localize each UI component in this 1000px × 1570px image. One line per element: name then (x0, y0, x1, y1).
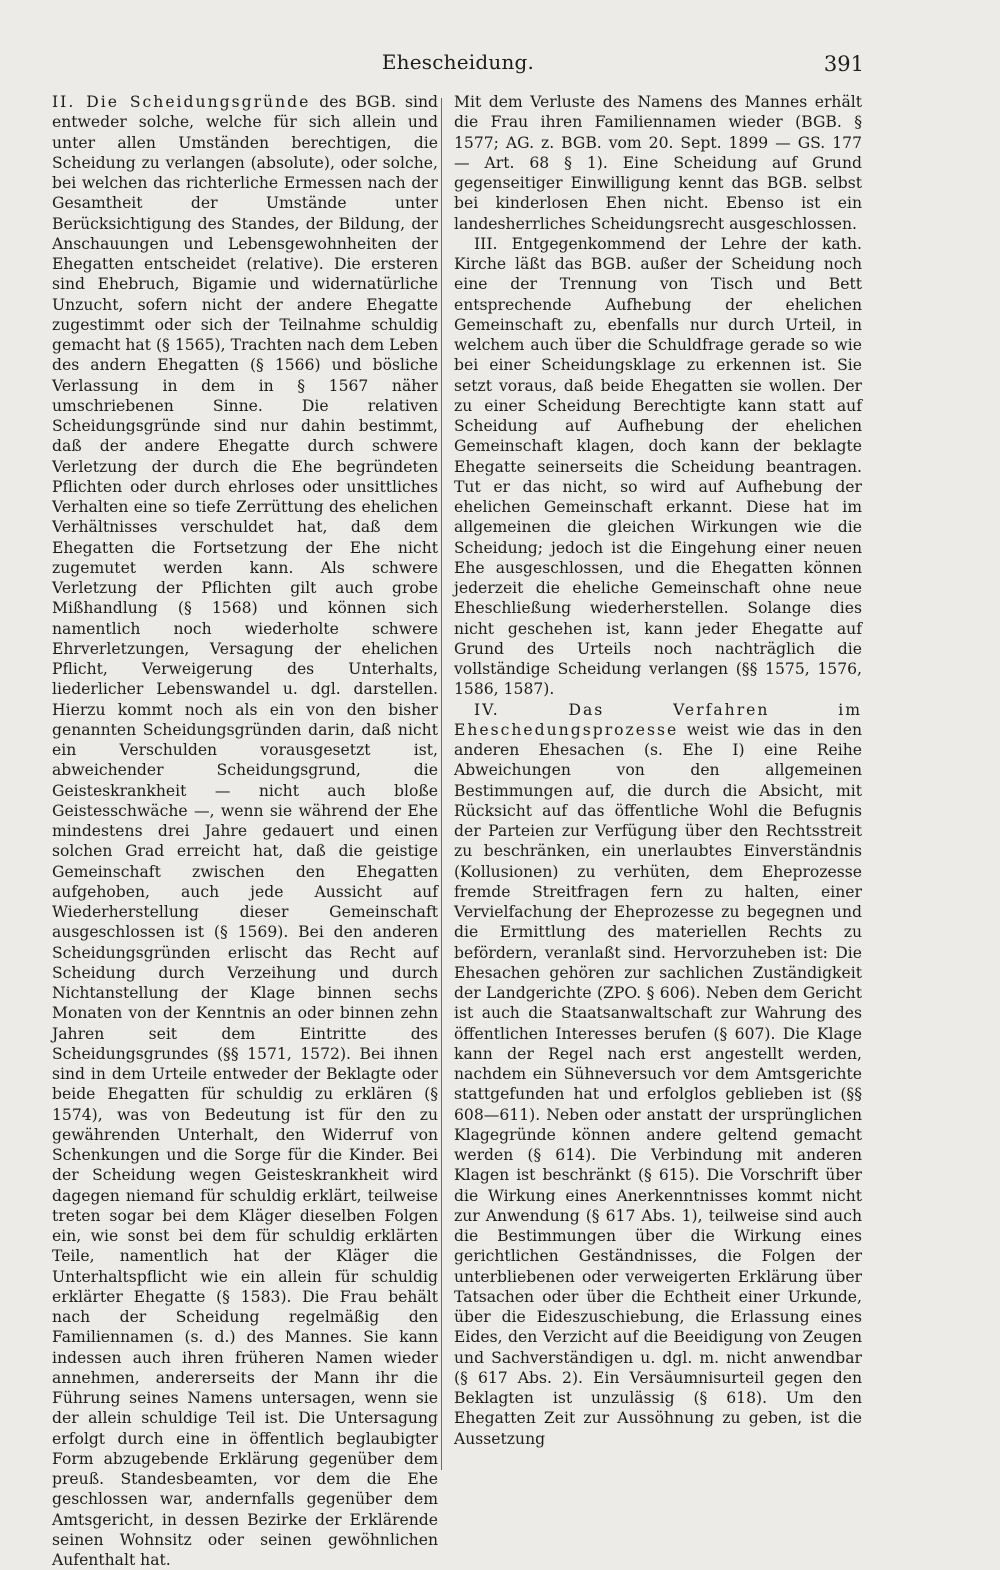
paragraph-text: des BGB. sind entweder solche, welche für sich allein und unter allen Umständen berechtigen, die Scheidung zu verlangen (absolute), oder solche, bei welchen das richterliche Ermessen nach der Gesamtheit der Umstände unter Berücksichtigung des Standes, der Bildung, der Anschauungen und Lebensgewohnheiten der Ehegatten entscheidet (relative). Die ersteren sind Ehebruch, Bigamie und widernatürliche Unzucht, sofern nicht der andere Ehegatte zugestimmt oder sich der Teilnahme schuldig gemacht hat (§ 1565), Trachten nach dem Leben des andern Ehegatten (§ 1566) und bösliche Verlassung in dem in § 1567 näher umschriebenen Sinne. Die relativen Scheidungsgründe sind nur dahin bestimmt, daß der andere Ehegatte durch schwere Verletzung der durch die Ehe begründeten Pflichten oder durch ehrloses oder unsittliches Verhalten eine so tiefe Zerrüttung des ehelichen Verhältnisses verschuldet hat, daß dem Ehegatten die Fortsetzung der Ehe nicht zugemutet werden kann. Als schwere Verletzung der Pflichten gilt auch grobe Mißhandlung (§ 1568) und können sich namentlich noch wiederholte schwere Ehrverletzungen, Versagung der ehelichen Pflicht, Verweigerung des Unterhalts, liederlicher Lebenswandel u. dgl. darstellen. Hierzu kommt noch als ein von den bisher genannten Scheidungsgründen darin, daß nicht ein Verschulden vorausgesetzt ist, abweichender Scheidungsgrund, die Geisteskrankheit — nicht auch bloße Geistesschwäche —, wenn sie während der Ehe mindestens drei Jahre gedauert und einen solchen Grad erreicht hat, daß die geistige Gemeinschaft zwischen den Ehegatten aufgehoben, auch jede Aussicht auf Wiederherstellung dieser Gemeinschaft ausgeschlossen ist (§ 1569). Bei den anderen Scheidungsgründen erlischt das Recht auf Scheidung durch Verzeihung und durch Nichtanstellung der Klage binnen sechs Monaten von der Kenntnis an oder binnen zehn Jahren seit dem Eintritte des Scheidungsgrundes (§§ 1571, 1572). Bei ihnen sind in dem Urteile entweder der Beklagte oder beide Ehegatten für schuldig zu erklären (§ 1574), was von Bedeutung ist für den zu gewährenden Unterhalt, den Widerruf von Schenkungen und die Sorge für die Kinder. Bei der Scheidung wegen Geisteskrankheit wird dagegen niemand für schuldig erklärt, teilweise treten sogar bei dem Kläger dieselben Folgen ein, wie sonst bei dem für schuldig erklärten Teile, namentlich hat der Kläger die Unterhaltspflicht wie ein allein für schuldig erklärter Ehegatte (§ 1583). Die Frau behält nach der Scheidung regelmäßig den Familiennamen (s. d.) des Mannes. Sie kann indessen auch ihren früheren Namen wieder annehmen, andererseits der Mann ihr die Führung seines Namens untersagen, wenn sie der allein schuldige Teil ist. Die Untersagung erfolgt durch eine in öffentlich beglaubigter Form abzugebende Erklärung gegenüber dem preuß. Standesbeamten, vor dem die Ehe geschlossen war, andernfalls gegenüber dem Amtsgericht, in dessen Bezirke der Erklärende seinen Wohnsitz oder seinen gewöhnlichen Aufenthalt hat. (52, 93, 438, 1569)
paragraph-text: weist wie das in den anderen Ehesachen (s. Ehe I) eine Reihe Abweichungen von den allgemeinen Bestimmungen auf, die durch die Absicht, mit Rücksicht auf das öffentliche Wohl die Befugnis der Parteien zur Verfügung über den Rechtsstreit zu beschränken, ein unerlaubtes Einverständnis (Kollusionen) zu verhüten, dem Eheprozesse fremde Streitfragen fern zu halten, einer Vervielfachung der Eheprozesse zu begegnen und die Ermittlung des materiellen Rechts zu befördern, veranlaßt sind. Hervorzuheben ist: Die Ehesachen gehören zur sachlichen Zuständigkeit der Landgerichte (ZPO. § 606). Neben dem Gericht ist auch die Staatsanwaltschaft zur Wahrung des öffentlichen Interesses berufen (§ 607). Die Klage kann der Regel nach erst angestellt werden, nachdem ein Sühneversuch vor dem Amtsgerichte stattgefunden hat und erfolglos geblieben ist (§§ 608—611). Neben oder anstatt der ursprünglichen Klagegründe können andere geltend gemacht werden (§ 614). Die Verbindung mit anderen Klagen ist beschränkt (§ 615). Die Vorschrift über die Wirkung eines Anerkenntnisses kommt nicht zur Anwendung (§ 617 Abs. 1), teilweise sind auch die Bestimmungen über die Wirkung eines gerichtlichen Geständnisses, die Folgen der unterbliebenen oder verweigerten Erklärung über Tatsachen oder über die Echtheit einer Urkunde, über die Eideszuschiebung, die Erlassung eines Eides, den Verzicht auf die Beeidigung von Zeugen und Sachverständigen u. dgl. m. nicht anwendbar (§ 617 Abs. 2). Ein Versäumnisurteil gegen den Beklagten ist unzulässig (§ 618). Um den Ehegatten Zeit zur Aussöhnung zu geben, ist die Aussetzung (454, 720, 862, 1448)
paragraph-text: III. Entgegenkommend der Lehre der kath. Kirche läßt das BGB. außer der Scheidung noch eine der Trennung von Tisch und Bett entsprechende Aufhebung der ehelichen Gemeinschaft zu, ebenfalls nur durch Urteil, in welchem auch über die Schuldfrage gerade so wie bei einer Scheidungsklage zu erkennen ist. Sie setzt voraus, daß beide Ehegatten sie wollen. Der zu einer Scheidung Berechtigte kann statt auf Scheidung auf Aufhebung der ehelichen Gemeinschaft klagen, doch kann der beklagte Ehegatte seinerseits die Scheidung beantragen. Tut er das nicht, so wird auf Aufhebung der ehelichen Gemeinschaft erkannt. Diese hat im allgemeinen die gleichen Wirkungen wie die Scheidung; jedoch ist die Eingehung einer neuen Ehe ausgeschlossen, und die Ehegatten können jederzeit die eheliche Gemeinschaft ohne neue Eheschließung wiederherstellen. Solange dies nicht geschehen ist, kann jeder Ehegatte auf Grund des Urteils noch nachträglich die vollständige Scheidung verlangen (§§ 1575, 1576, 1586, 1587). (454, 234, 862, 699)
section-heading-iv: IV. Das Verfahren im Eheschedungsprozesse (454, 700, 862, 739)
right-column (454, 92, 862, 1449)
paragraph-continuation (454, 92, 862, 234)
paragraph-aufhebung (454, 234, 862, 700)
left-column (52, 92, 438, 1570)
running-title: Ehescheidung. (381, 50, 535, 74)
paragraph-verfahren (454, 700, 862, 1449)
paragraph-text: Mit dem Verluste des Namens des Mannes erhält die Frau ihren Familiennamen wieder (BGB. § 1577; AG. z. BGB. vom 20. Sept. 1899 — GS. 177 — Art. 68 § 1). Eine Scheidung auf Grund gegenseitiger Einwilligung kennt das BGB. selbst bei kinderlosen Ehen nicht. Ebenso ist ein landesherrliches Scheidungsrecht ausgeschlossen. (454, 93, 862, 233)
paragraph-scheidungsgruende (52, 92, 438, 1570)
column-divider (441, 98, 442, 1470)
page-number: 391 (823, 52, 864, 76)
section-heading-ii: II. Die Scheidungsgründe (52, 93, 311, 111)
page-header (52, 44, 864, 84)
